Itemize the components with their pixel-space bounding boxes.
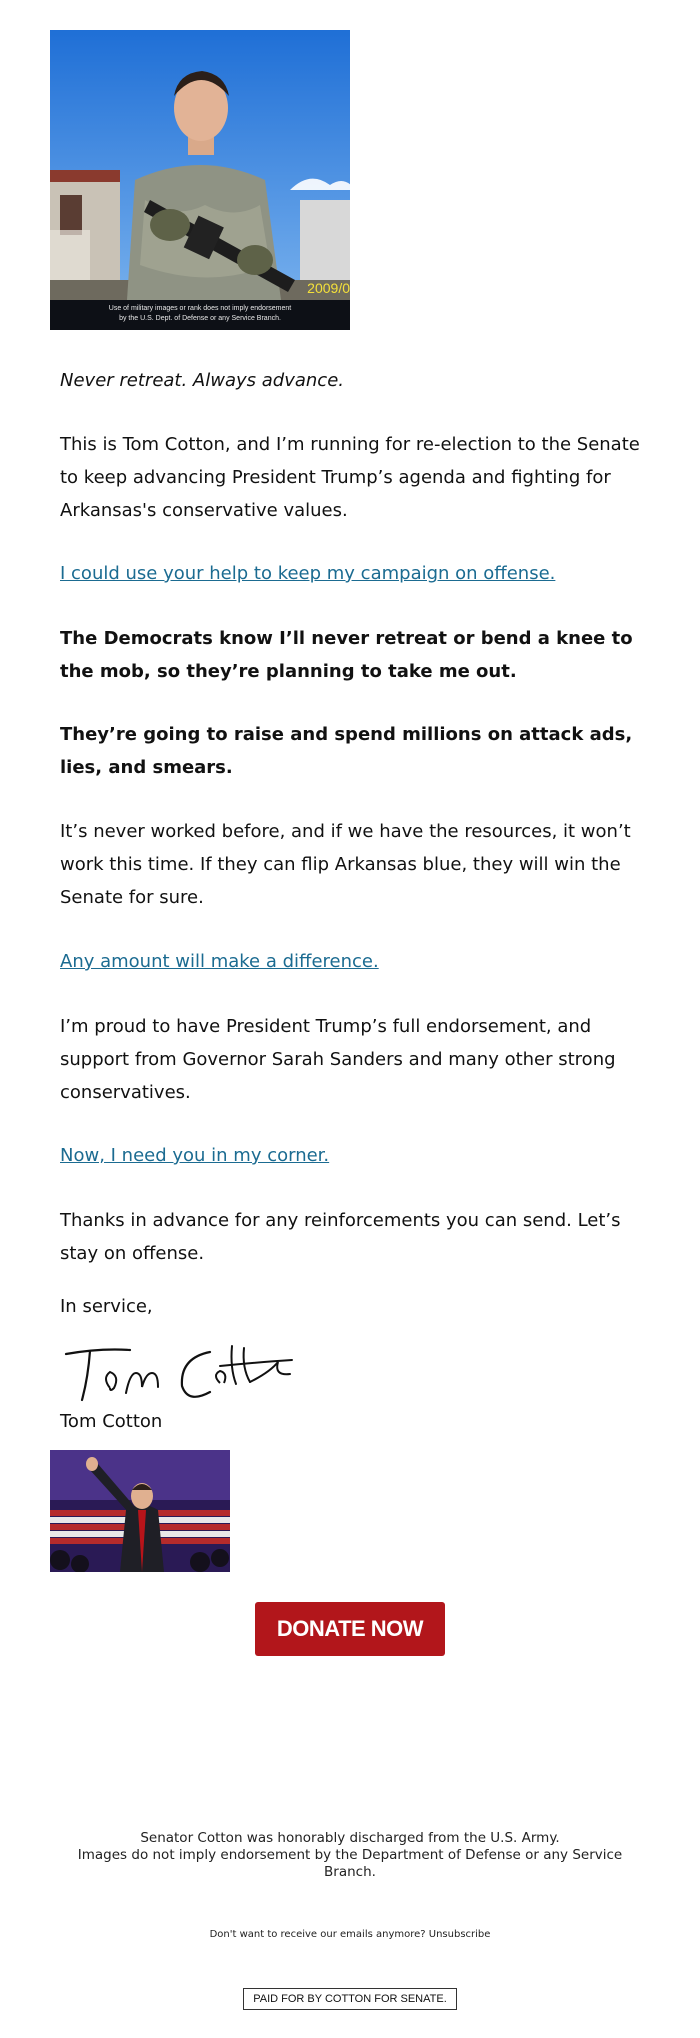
signature-image: [60, 1338, 300, 1408]
rally-photo: [50, 1450, 230, 1572]
photo-disclaimer-line2: by the U.S. Dept. of Defense or any Service Branch.: [119, 315, 281, 322]
photo-disclaimer-line1: Use of military images or rank does not imply endorsement: [108, 305, 292, 312]
donate-now-button[interactable]: DONATE NOW: [255, 1602, 445, 1656]
thanks-paragraph: Thanks in advance for any reinforcements you can send. Let’s stay on offense.: [60, 1210, 621, 1264]
rally-illustration: [50, 1450, 230, 1572]
corner-link-container: [60, 1139, 650, 1172]
resources-paragraph: It’s never worked before, and if we have the resources, it won’t work this time. If they can flip Arkansas blue, they will win the Senate for sure.: [60, 821, 631, 908]
attack-ads-paragraph: They’re going to raise and spend millions on attack ads, lies, and smears.: [60, 724, 633, 778]
unsubscribe-prompt: Don't want to receive our emails anymore?: [209, 1929, 426, 1940]
help-link[interactable]: I could use your help to keep my campaign on offense.: [60, 563, 556, 584]
photo-date-stamp: 2009/0: [307, 280, 350, 296]
help-link-container: [60, 557, 650, 590]
unsubscribe-link[interactable]: Unsubscribe: [428, 1929, 491, 1940]
photo-disclaimer: [50, 300, 350, 330]
footer-disclaimer: [70, 1830, 630, 1881]
footer-disclaimer-line2: Images do not imply endorsement by the Department of Defense or any Service Branch.: [77, 1847, 623, 1880]
footer-disclaimer-line1: Senator Cotton was honorably discharged from the U.S. Army.: [140, 1830, 560, 1846]
corner-link[interactable]: Now, I need you in my corner.: [60, 1145, 330, 1166]
signer-name: Tom Cotton: [60, 1411, 163, 1432]
paid-for-box: PAID FOR BY COTTON FOR SENATE.: [243, 1988, 457, 2010]
unsubscribe-line: [0, 1929, 700, 1940]
tagline: Never retreat. Always advance.: [60, 370, 344, 391]
hero-soldier-photo: [50, 30, 350, 330]
closing: In service,: [60, 1296, 153, 1317]
intro-paragraph: This is Tom Cotton, and I’m running for re-election to the Senate to keep advancing President Trump’s agenda and fighting for Arkansas's conservative values.: [60, 434, 640, 521]
endorsement-paragraph: I’m proud to have President Trump’s full endorsement, and support from Governor Sarah Sanders and many other strong conservatives.: [60, 1016, 616, 1103]
democrats-paragraph: The Democrats know I’ll never retreat or bend a knee to the mob, so they’re planning to take me out.: [60, 628, 633, 682]
difference-link-container: [60, 945, 650, 978]
soldier-illustration: [50, 30, 350, 330]
difference-link[interactable]: Any amount will make a difference.: [60, 951, 379, 972]
